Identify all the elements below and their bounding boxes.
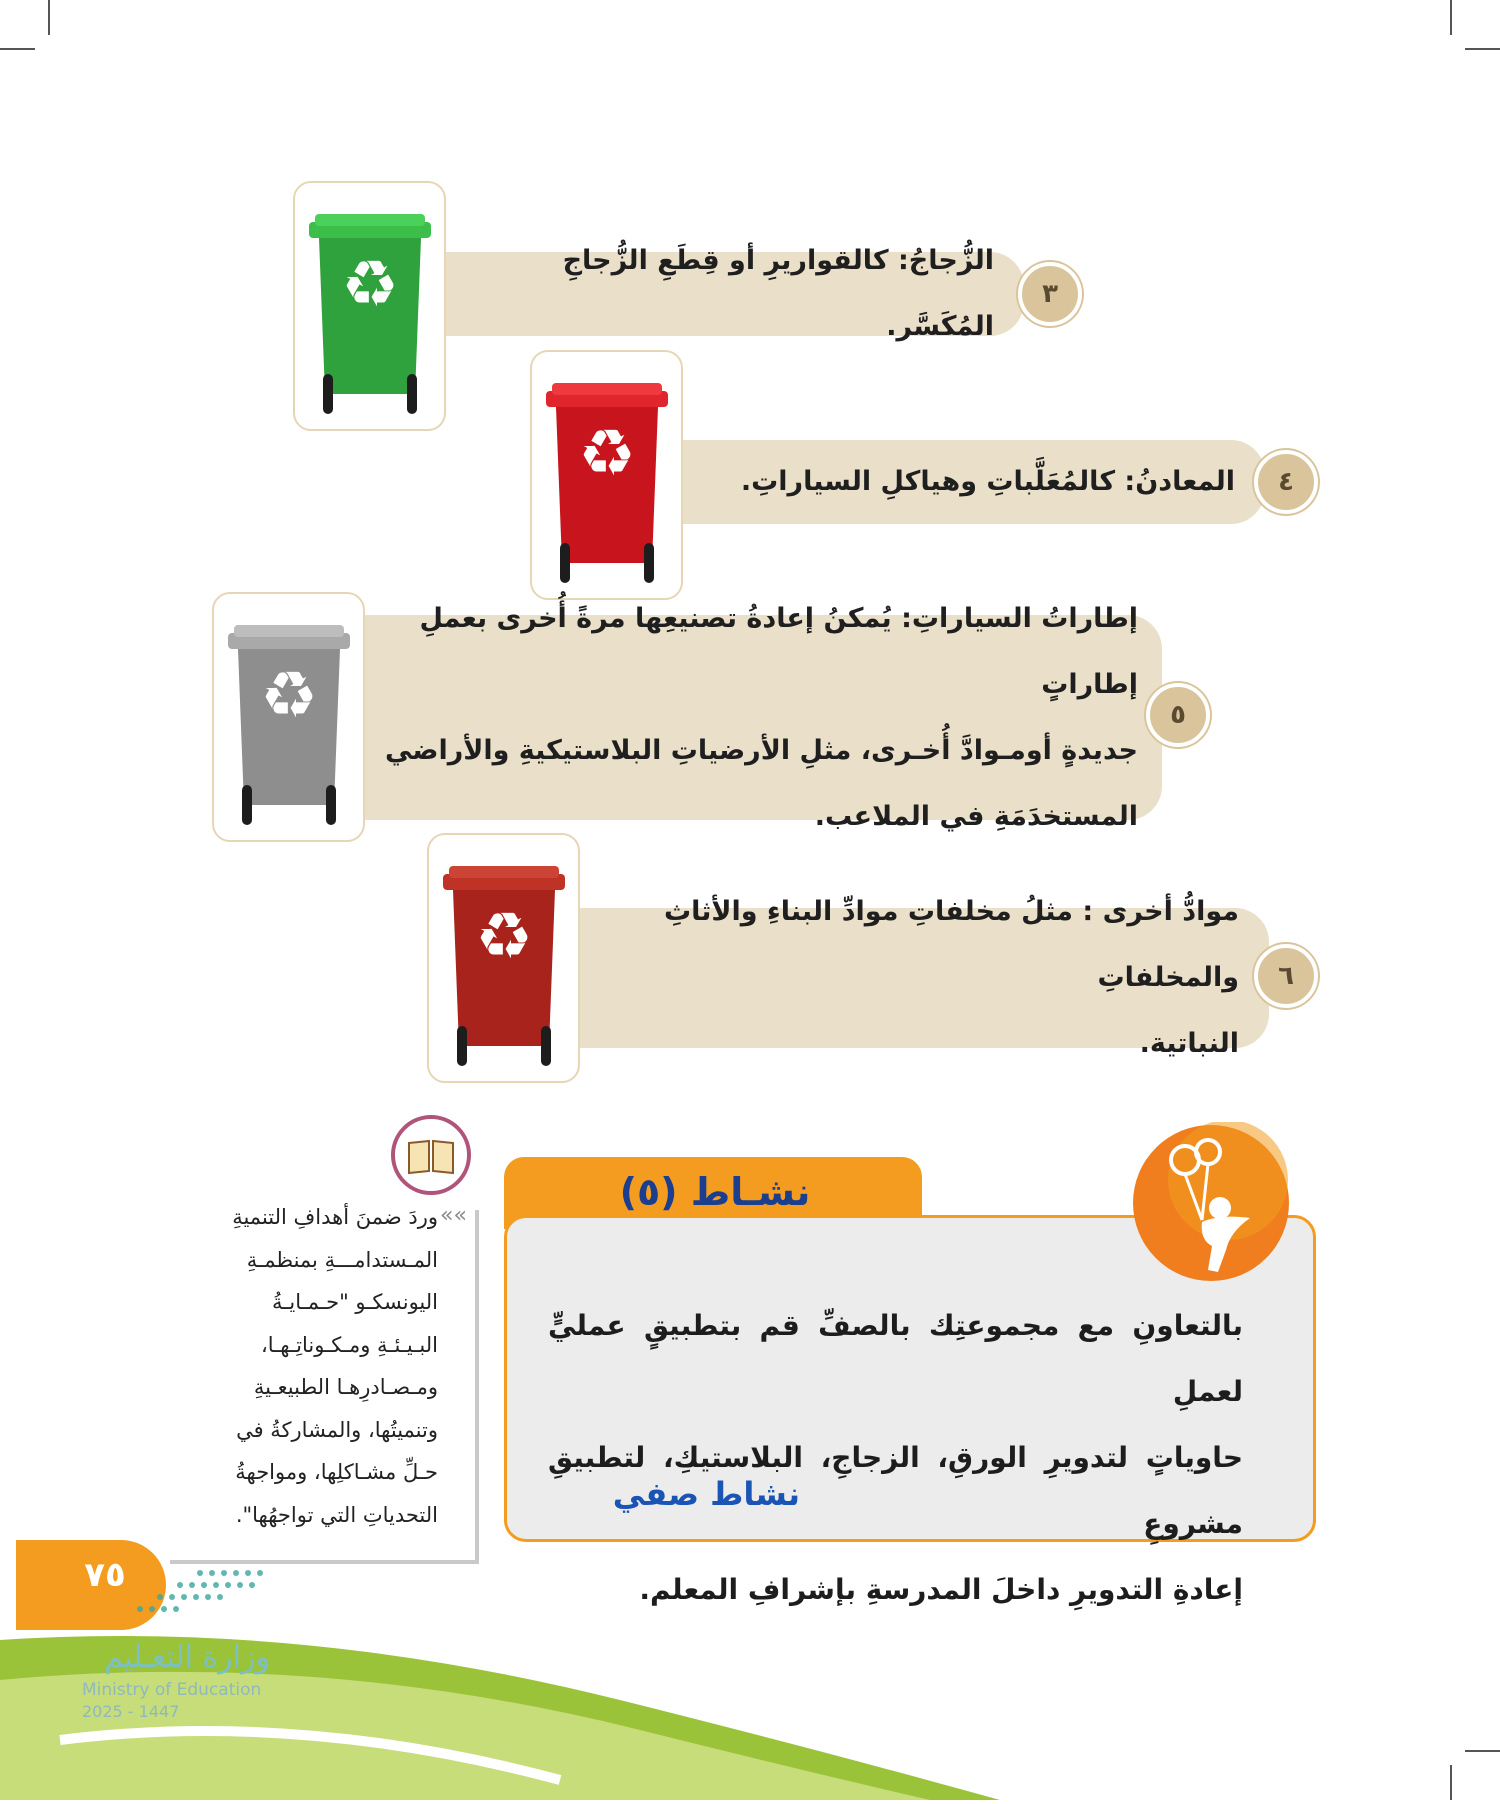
crop-mark — [1450, 1765, 1452, 1800]
recycle-bin-card-green — [293, 181, 446, 431]
note-line: اليونسكـو "حـمـايـةُ — [271, 1290, 438, 1314]
crop-mark — [1465, 1750, 1500, 1752]
activity-line: إعادةِ التدويرِ داخلَ المدرسةِ بإشرافِ المعلم. — [639, 1573, 1243, 1606]
recycle-bin-icon — [305, 194, 435, 419]
svg-text:♻: ♻ — [340, 247, 399, 322]
svg-text:♻: ♻ — [259, 658, 318, 733]
note-text — [168, 1196, 438, 1536]
recycle-bin-card-gray — [212, 592, 365, 842]
item-text-line: إطاراتُ السياراتِ: يُمكنُ إعادةُ تصنيعِها مرةً أُخرى بعملِ إطاراتٍ — [419, 602, 1138, 700]
note-line: وردَ ضمنَ أهدافِ التنميةِ — [232, 1205, 438, 1229]
recycle-bin-card-brown — [427, 833, 580, 1083]
item-banner-tires — [360, 602, 1162, 832]
note-line: البـيـئـةِ ومـكـوناتِـهـا، — [260, 1332, 438, 1357]
activity-icon — [1130, 1122, 1292, 1284]
page-number: ٧٥ — [84, 1555, 126, 1595]
activity-tag: نشاط صفي — [612, 1475, 800, 1513]
note-line: المـستدامـــةِ بمنظمـةِ — [246, 1247, 438, 1272]
item-number-badge: ٦ — [1254, 944, 1318, 1008]
recycle-bin-card-red — [530, 350, 683, 600]
note-quote-marks: »» — [440, 1203, 467, 1228]
item-number-badge: ٤ — [1254, 450, 1318, 514]
crop-mark — [1450, 0, 1452, 35]
recycle-bin-icon — [439, 846, 569, 1071]
item-banner-other — [565, 896, 1269, 1059]
activity-text — [548, 1293, 1243, 1623]
item-text-line: جديدةٍ أومـوادَّ أُخـرى، مثلِ الأرضياتِ البلاستيكيةِ والأراضي — [385, 734, 1138, 766]
activity-line: حاوياتٍ لتدويرِ الورقِ، الزجاجِ، البلاستيكِ، لتطبيقِ مشروعِ — [548, 1441, 1243, 1540]
note-line: حـلِّ مشـاكلِها، ومواجهةُ — [235, 1460, 438, 1484]
item-number-badge: ٣ — [1018, 262, 1082, 326]
item-text-line: النباتية. — [1139, 1028, 1239, 1059]
item-banner-glass — [430, 245, 1024, 342]
item-banner-metals — [660, 440, 1265, 524]
item-text: الزُّجاجُ: كالقواريرِ أو قِطَعِ الزُّجاجِ المُكَسَّر. — [562, 245, 994, 342]
activity-line: بالتعاونِ مع مجموعتِك بالصفِّ قم بتطبيقٍ عمليٍّ لعملِ — [548, 1309, 1243, 1408]
ministry-name-en: Ministry of Education — [82, 1680, 262, 1700]
ministry-name-ar: وزارة التعـليم — [104, 1640, 270, 1675]
item-text — [565, 879, 1269, 1077]
recycle-bin-icon — [542, 363, 672, 588]
crop-mark — [0, 48, 35, 50]
item-text-line: موادُّ أخرى : مثلُ مخلفاتِ موادِّ البناءِ والأثاثِ والمخلفاتِ — [663, 896, 1239, 993]
activity-title: نشـاط (٥) — [619, 1170, 811, 1214]
svg-text:♻: ♻ — [577, 416, 636, 491]
recycle-bin-icon — [224, 605, 354, 830]
note-line: التحدياتِ التي تواجهُها". — [235, 1502, 438, 1527]
note-line: ومـصـادرِهـا الطبيعـيةِ — [253, 1375, 438, 1399]
item-number-badge: ٥ — [1146, 683, 1210, 747]
crop-mark — [1465, 48, 1500, 50]
crop-mark — [48, 0, 50, 35]
book-icon — [389, 1113, 473, 1197]
ministry-year: 2025 - 1447 — [82, 1702, 180, 1721]
note-line: وتنميتُها، والمشاركةُ في — [236, 1417, 438, 1442]
svg-text:♻: ♻ — [474, 899, 533, 974]
item-text-line: المستخدَمَةِ في الملاعب. — [814, 800, 1138, 832]
item-text — [360, 586, 1162, 850]
ministry-logo-dots — [80, 1565, 270, 1625]
item-text: المعادنُ: كالمُعَلَّباتِ وهياكلِ السياراتِ. — [740, 466, 1235, 497]
